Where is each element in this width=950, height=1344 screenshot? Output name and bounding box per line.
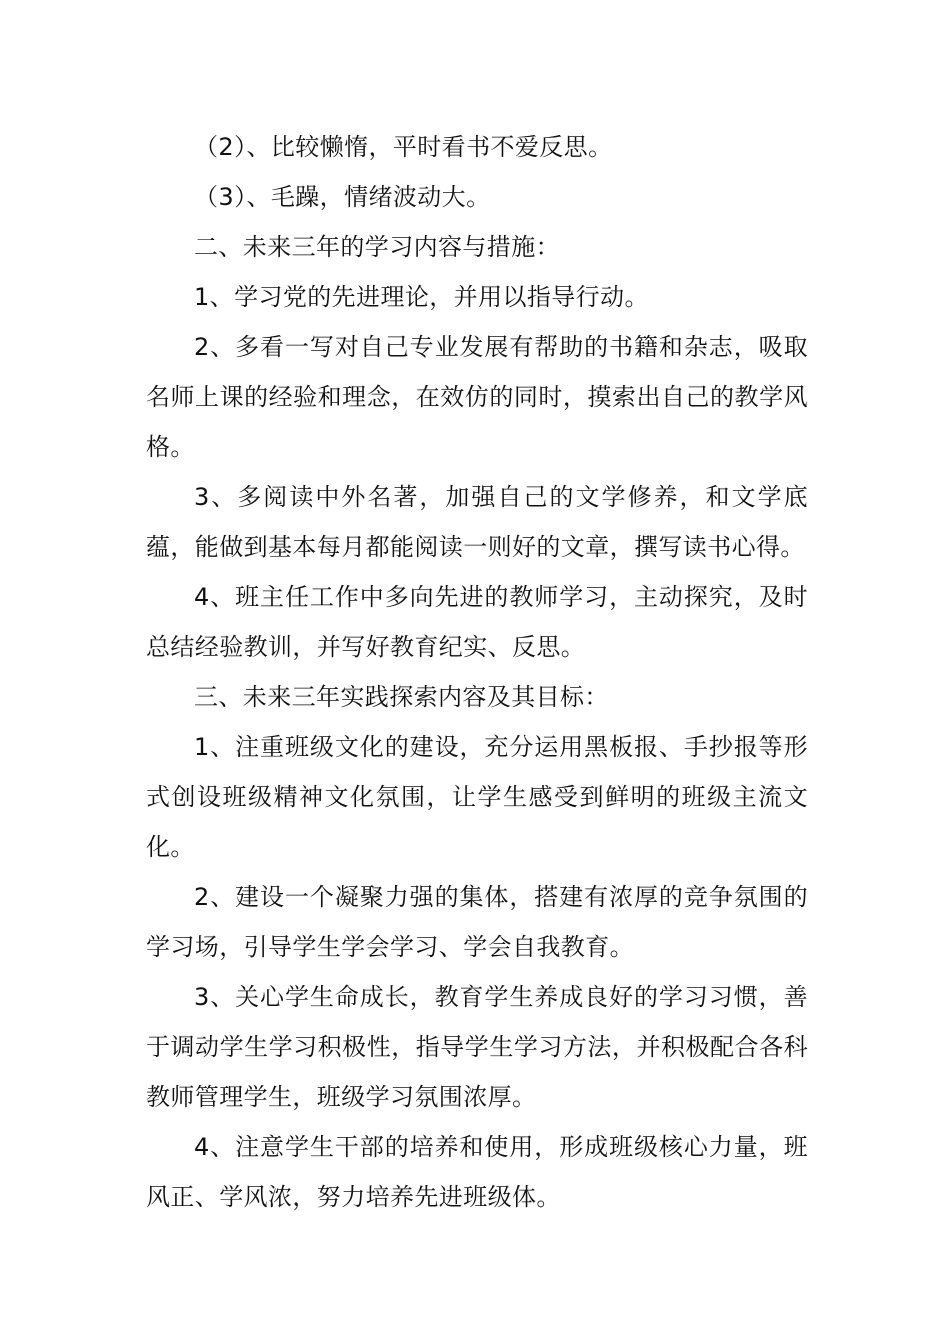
paragraph-practice-1: 1、注重班级文化的建设，充分运用黑板报、手抄报等形式创设班级精神文化氛围，让学生感受到鲜明的班级主流文化。	[146, 733, 808, 861]
paragraph-study-3: 3、多阅读中外名著，加强自己的文学修养，和文学底蕴，能做到基本每月都能阅读一则好的文章，撰写读书心得。	[146, 483, 808, 561]
section-heading-practice: 三、未来三年实践探索内容及其目标：	[194, 683, 609, 711]
paragraph-practice-2: 2、建设一个凝聚力强的集体，搭建有浓厚的竞争氛围的学习场，引导学生学会学习、学会自我教育。	[146, 883, 808, 961]
paragraph-weakness-2: （2）、比较懒惰，平时看书不爱反思。	[194, 133, 613, 161]
document-body	[146, 122, 808, 1222]
paragraph-study-4: 4、班主任工作中多向先进的教师学习，主动探究，及时总结经验教训，并写好教育纪实、反思。	[146, 583, 808, 661]
paragraph-study-1: 1、学习党的先进理论，并用以指导行动。	[194, 283, 649, 311]
paragraph-study-2: 2、多看一写对自己专业发展有帮助的书籍和杂志，吸取名师上课的经验和理念，在效仿的同时，摸索出自己的教学风格。	[146, 333, 808, 461]
section-heading-study: 二、未来三年的学习内容与措施：	[194, 233, 560, 261]
paragraph-weakness-3: （3）、毛躁，情绪波动大。	[194, 183, 491, 211]
paragraph-practice-3: 3、关心学生命成长，教育学生养成良好的学习习惯，善于调动学生学习积极性，指导学生学习方法，并积极配合各科教师管理学生，班级学习氛围浓厚。	[146, 983, 808, 1111]
paragraph-practice-4: 4、注意学生干部的培养和使用，形成班级核心力量，班风正、学风浓，努力培养先进班级体。	[146, 1133, 808, 1211]
